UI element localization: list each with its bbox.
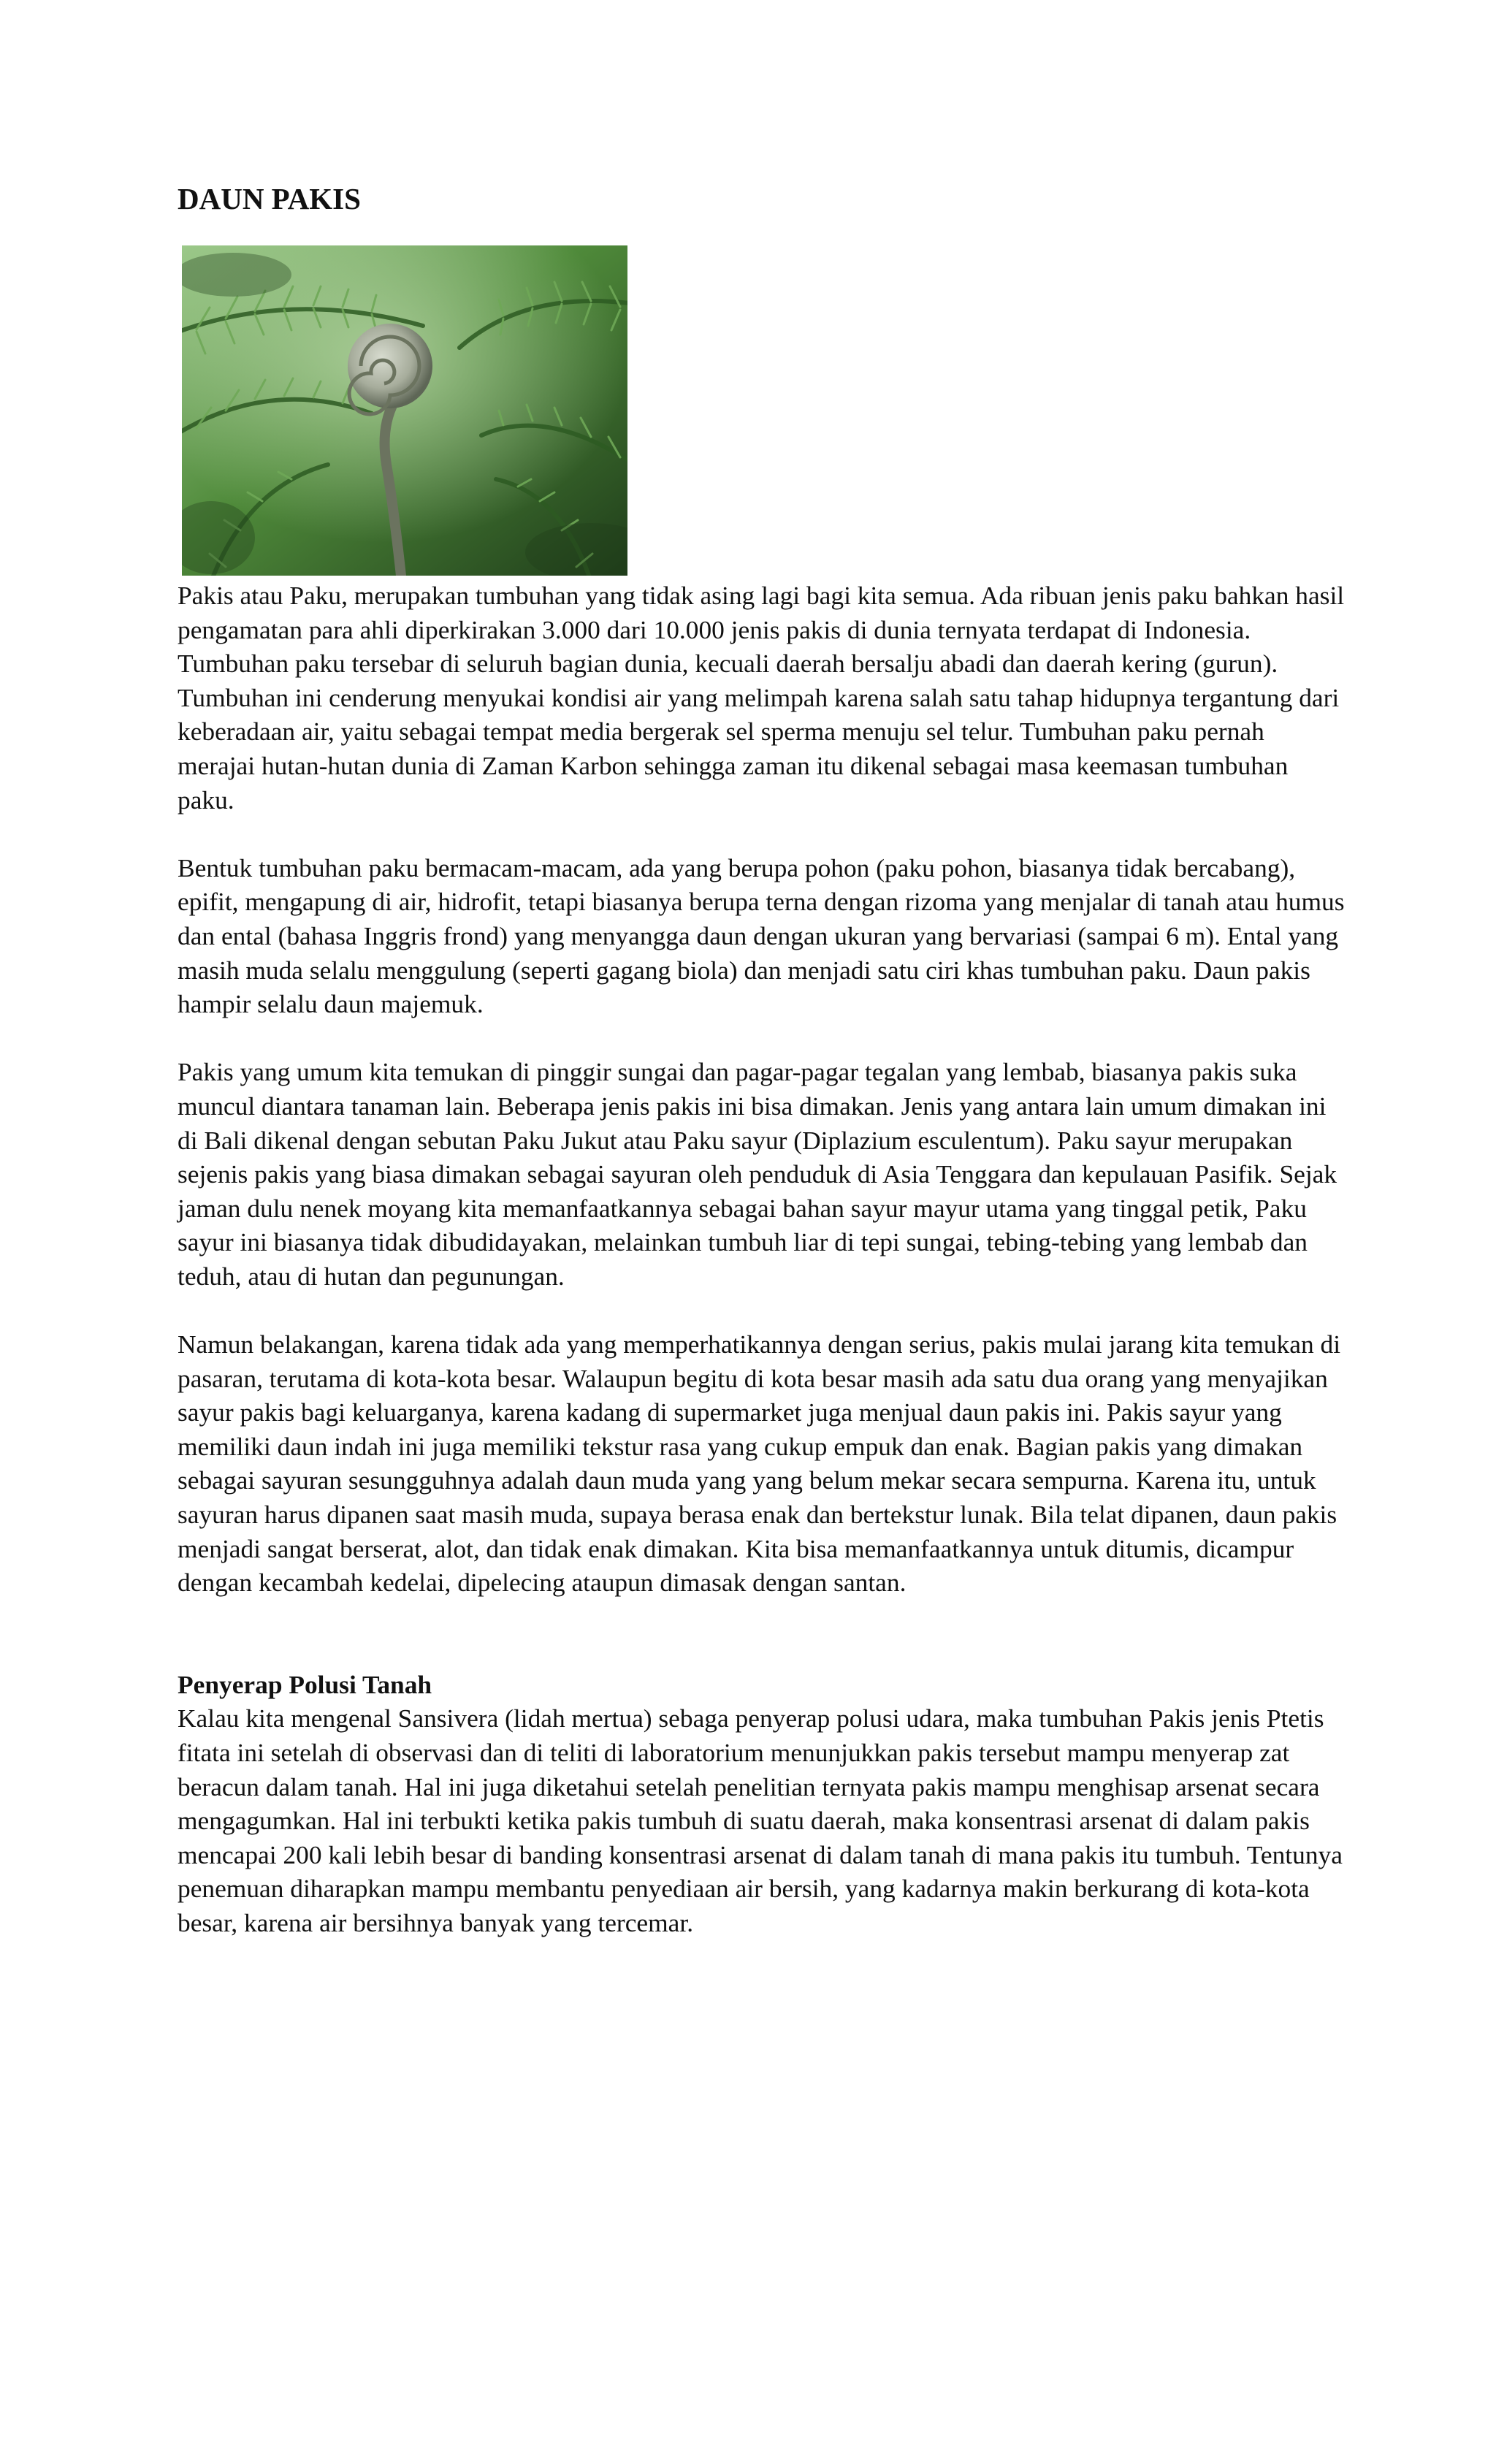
paragraph-1: Pakis atau Paku, merupakan tumbuhan yang tidak asing lagi bagi kita semua. Ada ribuan jenis paku bahkan hasil pengamatan para ahli diperkirakan 3.000 dari 10.000 jenis pakis di dunia ternyata terdapat di Indonesia. Tumbuhan paku tersebar di seluruh bagian dunia, kecuali daerah bersalju abadi dan daerah kering (gurun). Tumbuhan ini cenderung menyukai kondisi air yang melimpah karena salah satu tahap hidupnya tergantung dari keberadaan air, yaitu sebagai tempat media bergerak sel sperma menuju sel telur. Tumbuhan paku pernah merajai hutan-hutan dunia di Zaman Karbon sehingga zaman itu dikenal sebagai masa keemasan tumbuhan paku. [178, 581, 1345, 815]
paragraph-4: Namun belakangan, karena tidak ada yang memperhatikannya dengan serius, pakis mulai jarang kita temukan di pasaran, terutama di kota-kota besar. Walaupun begitu di kota besar masih ada satu dua orang yang menyajikan sayur pakis bagi keluarganya, karena kadang di supermarket juga menjual daun pakis ini. Pakis sayur yang memiliki daun indah ini juga memiliki tekstur rasa yang cukup empuk dan enak. Bagian pakis yang dimakan sebagai sayuran sesungguhnya adalah daun muda yang yang belum mekar secara sempurna. Karena itu, untuk sayuran harus dipanen saat masih muda, supaya berasa enak dan bertekstur lunak. Bila telat dipanen, daun pakis menjadi sangat berserat, alot, dan tidak enak dimakan. Kita bisa memanfaatkannya untuk ditumis, dicampur dengan kecambah kedelai, dipelecing ataupun dimasak dengan santan. [178, 1330, 1341, 1598]
paragraph-2: Bentuk tumbuhan paku bermacam-macam, ada yang berupa pohon (paku pohon, biasanya tidak bercabang), epifit, mengapung di air, hidrofit, tetapi biasanya berupa terna dengan rizoma yang menjalar di tanah atau humus dan ental (bahasa Inggris frond) yang menyangga daun dengan ukuran yang bervariasi (sampai 6 m). Ental yang masih muda selalu menggulung (seperti gagang biola) dan menjadi satu ciri khas tumbuhan paku. Daun pakis hampir selalu daun majemuk. [178, 853, 1345, 1019]
document-page [178, 181, 1346, 1940]
section-heading: Penyerap Polusi Tanah [178, 1669, 432, 1699]
paragraph-3: Pakis yang umum kita temukan di pinggir sungai dan pagar-pagar tegalan yang lembab, biasanya pakis suka muncul diantara tanaman lain. Beberapa jenis pakis ini bisa dimakan. Jenis yang antara lain umum dimakan ini di Bali dikenal dengan sebutan Paku Jukut atau Paku sayur (Diplazium esculentum). Paku sayur merupakan sejenis pakis yang biasa dimakan sebagai sayuran oleh penduduk di Asia Tenggara dan kepulauan Pasifik. Sejak jaman dulu nenek moyang kita memanfaatkannya sebagai bahan sayur mayur utama yang tinggal petik, Paku sayur ini biasanya tidak dibudidayakan, melainkan tumbuh liar di tepi sungai, tebing-tebing yang lembab dan teduh, atau di hutan dan pegunungan. [178, 1057, 1337, 1291]
document-title: DAUN PAKIS [178, 182, 361, 215]
fern-fiddlehead-photo [182, 245, 627, 576]
section-paragraph: Kalau kita mengenal Sansivera (lidah mertua) sebaga penyerap polusi udara, maka tumbuhan Pakis jenis Ptetis fitata ini setelah di observasi dan di teliti di laboratorium menunjukkan pakis tersebut mampu menyerap zat beracun dalam tanah. Hal ini juga diketahui setelah penelitian ternyata pakis mampu menghisap arsenat secara mengagumkan. Hal ini terbukti ketika pakis tumbuh di suatu daerah, maka konsentrasi arsenat di dalam pakis mencapai 200 kali lebih besar di banding konsentrasi arsenat di dalam tanah di mana pakis itu tumbuh. Tentunya penemuan diharapkan mampu membantu penyediaan air bersih, yang kadarnya makin berkurang di kota-kota besar, karena air bersihnya banyak yang tercemar. [178, 1704, 1343, 1937]
